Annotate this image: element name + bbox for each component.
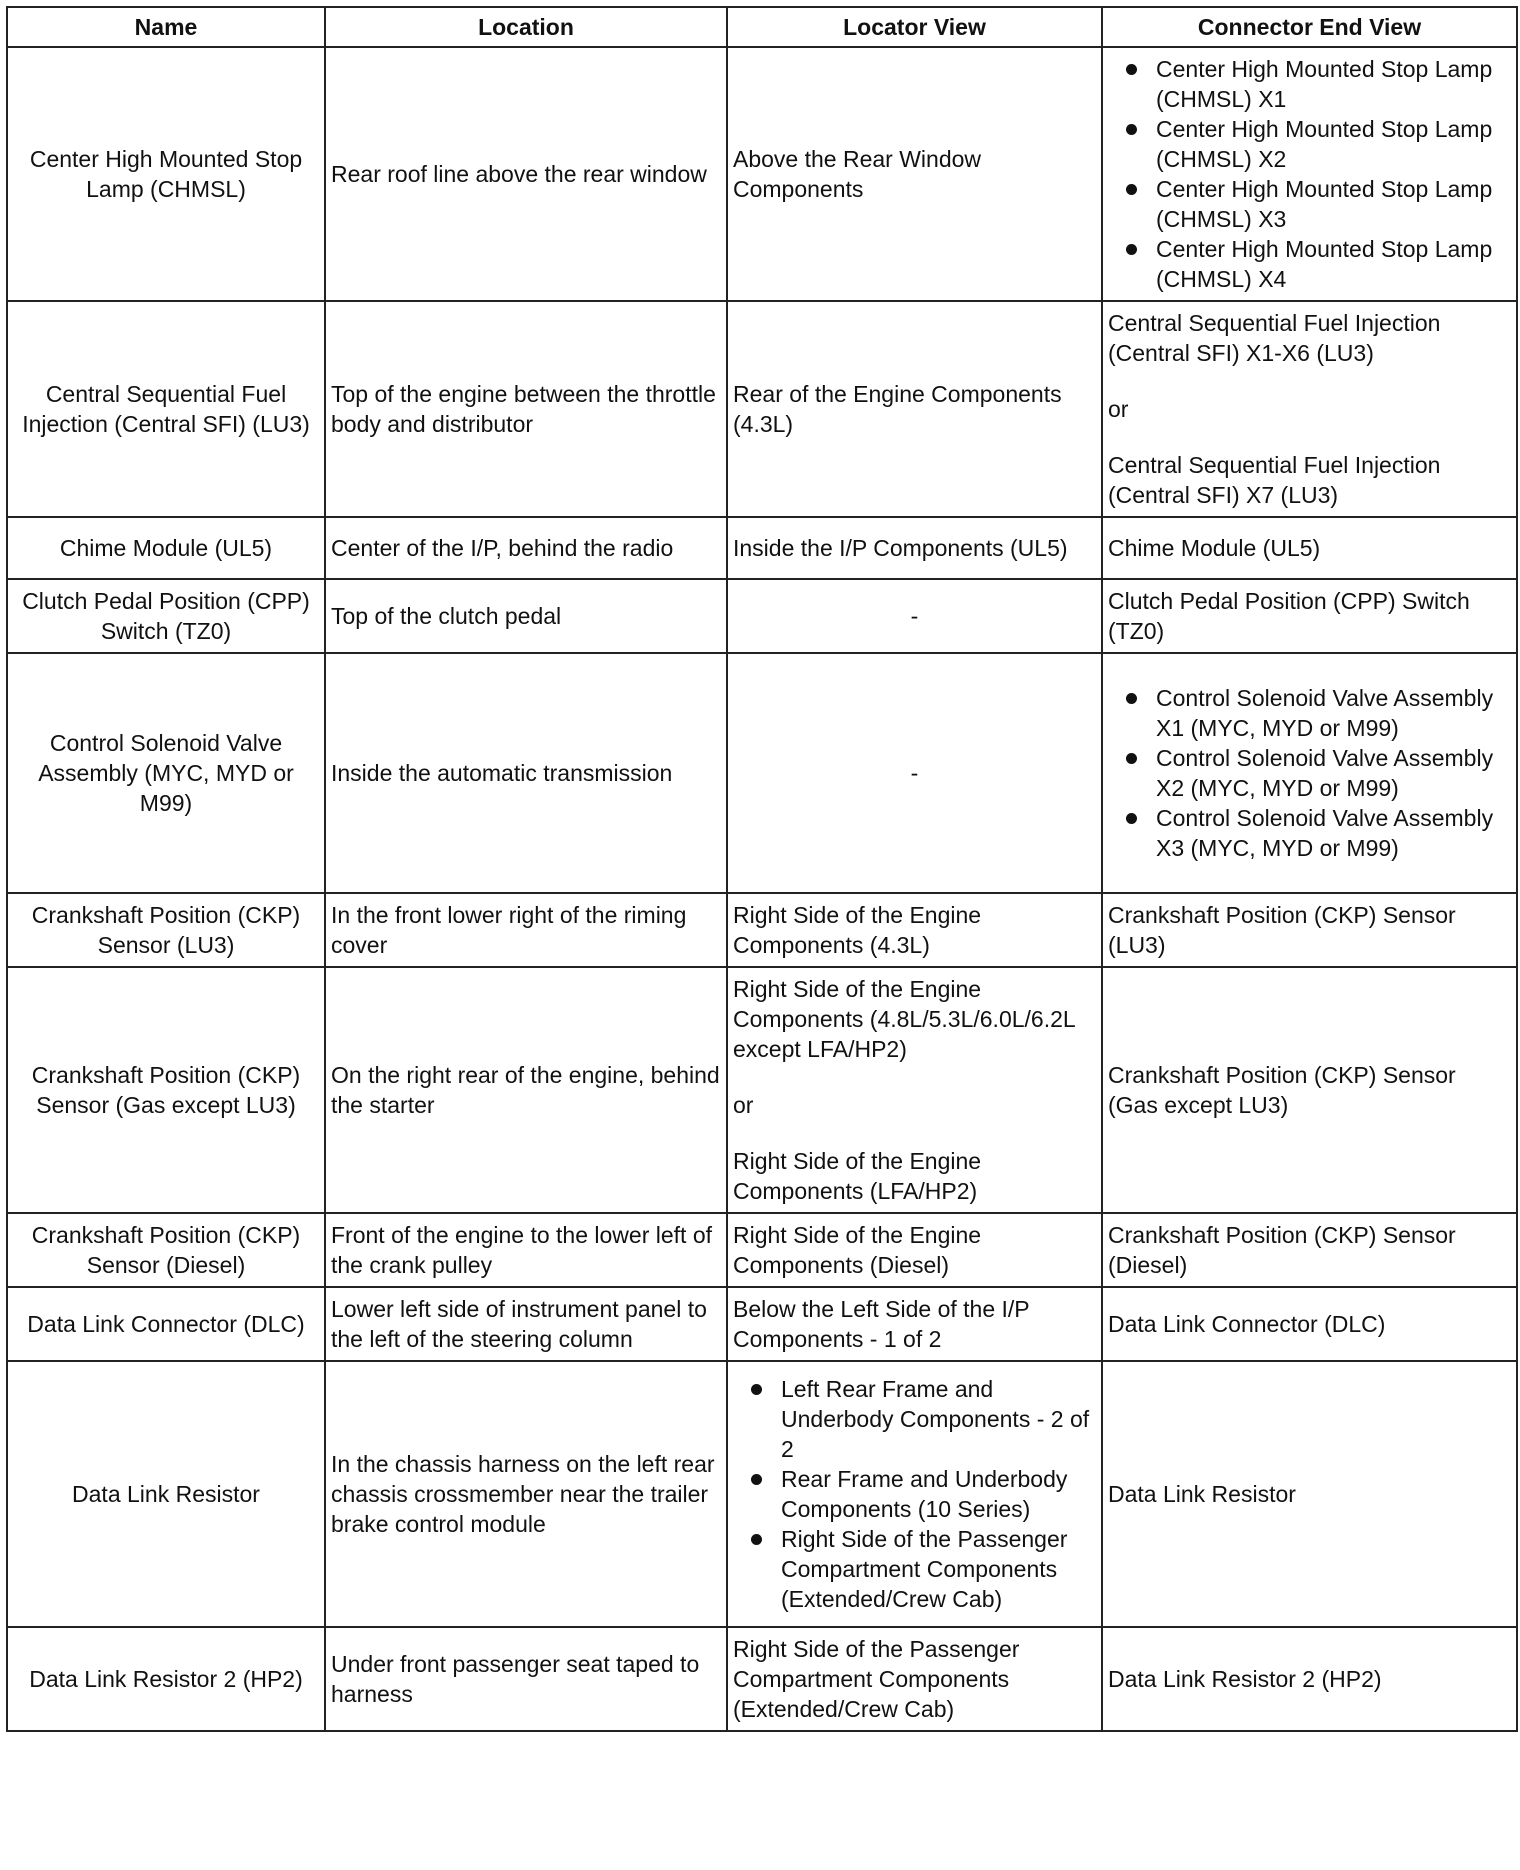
bullet-item: Left Rear Frame and Underbody Components - 2 of 2 [781,1374,1096,1464]
cell-name: Center High Mounted Stop Lamp (CHMSL) [7,47,325,301]
cell-location: In the chassis harness on the left rear chassis crossmember near the trailer brake control module [325,1361,727,1627]
bullet-item: Control Solenoid Valve Assembly X1 (MYC, MYD or M99) [1156,683,1511,743]
cell-connector-end-view [1102,301,1517,517]
cell-name: Central Sequential Fuel Injection (Central SFI) (LU3) [7,301,325,517]
cell-paragraph: Central Sequential Fuel Injection (Central SFI) X7 (LU3) [1108,452,1441,508]
cell-locator-view [727,517,1102,579]
cell-connector-end-view [1102,517,1517,579]
bullet-list [733,1374,1096,1614]
cell-paragraph: Crankshaft Position (CKP) Sensor (Gas except LU3) [1108,1062,1456,1118]
bullet-item: Center High Mounted Stop Lamp (CHMSL) X4 [1156,234,1511,294]
cell-locator-view [727,1361,1102,1627]
table-body [7,47,1517,1731]
cell-paragraph: Rear of the Engine Components (4.3L) [733,381,1062,437]
cell-locator-view [727,1287,1102,1361]
header-row [7,7,1517,47]
table-row [7,517,1517,579]
cell-name: Data Link Connector (DLC) [7,1287,325,1361]
cell-location: On the right rear of the engine, behind the starter [325,967,727,1213]
cell-connector-end-view [1102,1361,1517,1627]
table-row [7,1287,1517,1361]
cell-paragraph: or [733,1092,754,1118]
cell-locator-view [727,893,1102,967]
cell-name: Crankshaft Position (CKP) Sensor (Diesel) [7,1213,325,1287]
cell-paragraph: Clutch Pedal Position (CPP) Switch (TZ0) [1108,588,1470,644]
cell-paragraph: Inside the I/P Components (UL5) [733,535,1068,561]
cell-connector-end-view [1102,579,1517,653]
table-row [7,47,1517,301]
bullet-item: Center High Mounted Stop Lamp (CHMSL) X1 [1156,54,1511,114]
cell-location: Inside the automatic transmission [325,653,727,893]
cell-paragraph: Right Side of the Engine Components (4.3L) [733,902,982,958]
cell-location: Under front passenger seat taped to harness [325,1627,727,1731]
table-row [7,967,1517,1213]
bullet-item: Control Solenoid Valve Assembly X3 (MYC, MYD or M99) [1156,803,1511,863]
cell-location: Lower left side of instrument panel to the left of the steering column [325,1287,727,1361]
bullet-item: Control Solenoid Valve Assembly X2 (MYC, MYD or M99) [1156,743,1511,803]
component-locator-table [6,6,1518,1732]
cell-location: Center of the I/P, behind the radio [325,517,727,579]
table-row [7,1213,1517,1287]
cell-name: Data Link Resistor [7,1361,325,1627]
cell-locator-view [727,301,1102,517]
table-row [7,1361,1517,1627]
cell-locator-view: - [727,653,1102,893]
cell-location: Top of the engine between the throttle body and distributor [325,301,727,517]
bullet-item: Center High Mounted Stop Lamp (CHMSL) X3 [1156,174,1511,234]
bullet-item: Rear Frame and Underbody Components (10 Series) [781,1464,1096,1524]
cell-locator-view [727,967,1102,1213]
cell-locator-view: - [727,579,1102,653]
cell-name: Crankshaft Position (CKP) Sensor (LU3) [7,893,325,967]
table-row [7,893,1517,967]
cell-locator-view [727,47,1102,301]
cell-connector-end-view [1102,967,1517,1213]
cell-paragraph: Crankshaft Position (CKP) Sensor (Diesel) [1108,1222,1456,1278]
table-row [7,1627,1517,1731]
cell-paragraph: Right Side of the Passenger Compartment Components (Extended/Crew Cab) [733,1636,1020,1722]
cell-connector-end-view [1102,1287,1517,1361]
cell-locator-view [727,1627,1102,1731]
cell-paragraph: Data Link Resistor 2 (HP2) [1108,1666,1382,1692]
cell-connector-end-view [1102,1213,1517,1287]
cell-connector-end-view [1102,653,1517,893]
cell-locator-view [727,1213,1102,1287]
table-row [7,579,1517,653]
cell-paragraph: Data Link Resistor [1108,1481,1296,1507]
cell-connector-end-view [1102,47,1517,301]
cell-paragraph: Chime Module (UL5) [1108,535,1321,561]
cell-name: Data Link Resistor 2 (HP2) [7,1627,325,1731]
cell-name: Crankshaft Position (CKP) Sensor (Gas except LU3) [7,967,325,1213]
header-connector-end-view: Connector End View [1102,7,1517,47]
bullet-item: Right Side of the Passenger Compartment Components (Extended/Crew Cab) [781,1524,1096,1614]
header-name: Name [7,7,325,47]
cell-location: Front of the engine to the lower left of the crank pulley [325,1213,727,1287]
table-row [7,653,1517,893]
cell-paragraph: Central Sequential Fuel Injection (Central SFI) X1-X6 (LU3) [1108,310,1441,366]
cell-name: Control Solenoid Valve Assembly (MYC, MYD or M99) [7,653,325,893]
cell-paragraph: Above the Rear Window Components [733,146,982,202]
cell-connector-end-view [1102,893,1517,967]
bullet-list [1108,54,1511,294]
cell-paragraph: Right Side of the Engine Components (LFA/HP2) [733,1148,982,1204]
cell-paragraph: Right Side of the Engine Components (4.8L/5.3L/6.0L/6.2L except LFA/HP2) [733,976,1075,1062]
cell-paragraph: Data Link Connector (DLC) [1108,1311,1386,1337]
cell-name: Chime Module (UL5) [7,517,325,579]
cell-paragraph: Right Side of the Engine Components (Diesel) [733,1222,982,1278]
cell-paragraph: or [1108,396,1129,422]
header-locator-view: Locator View [727,7,1102,47]
cell-paragraph: Crankshaft Position (CKP) Sensor (LU3) [1108,902,1456,958]
bullet-list [1108,683,1511,863]
cell-location: Top of the clutch pedal [325,579,727,653]
cell-location: In the front lower right of the riming cover [325,893,727,967]
cell-connector-end-view [1102,1627,1517,1731]
cell-location: Rear roof line above the rear window [325,47,727,301]
cell-paragraph: Below the Left Side of the I/P Components - 1 of 2 [733,1296,1030,1352]
bullet-item: Center High Mounted Stop Lamp (CHMSL) X2 [1156,114,1511,174]
header-location: Location [325,7,727,47]
cell-name: Clutch Pedal Position (CPP) Switch (TZ0) [7,579,325,653]
table-row [7,301,1517,517]
